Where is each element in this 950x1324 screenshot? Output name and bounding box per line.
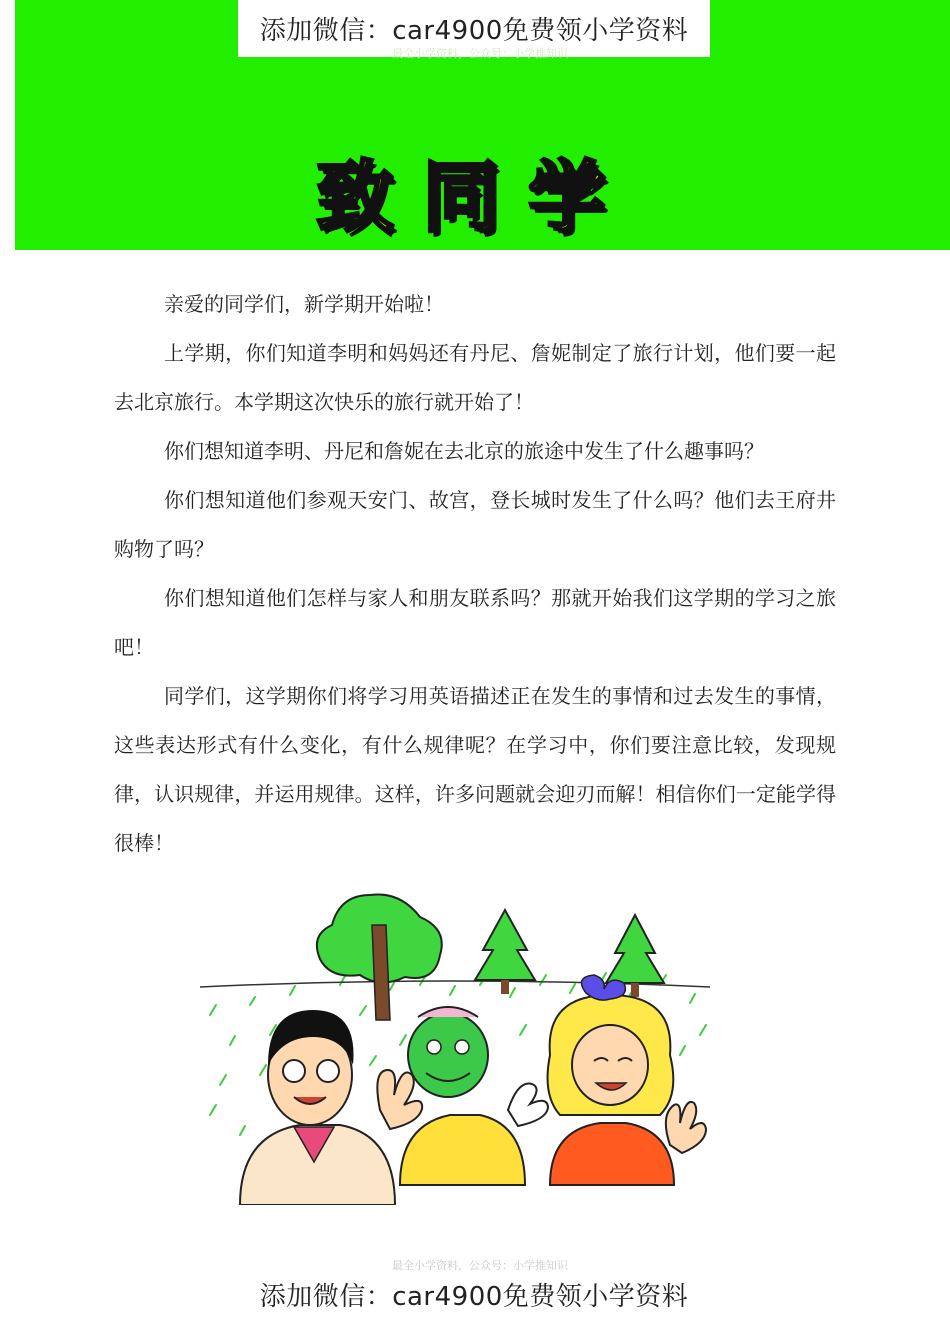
paragraph: 你们想知道李明、丹尼和詹妮在去北京的旅途中发生了什么趣事吗？ [164, 439, 764, 463]
paragraph: 你们想知道他们怎样与家人和朋友联系吗？那就开始我们这学期的学习之旅吧！ [114, 586, 836, 659]
watermark-bottom: 添加微信：car4900免费领小学资料 [259, 1281, 689, 1312]
faint-footer-text: 最全小学资料，公众号：小学推知识 [392, 1259, 568, 1272]
paragraph: 亲爱的同学们，新学期开始啦！ [164, 292, 444, 316]
watermark-top: 添加微信：car4900免费领小学资料 [238, 0, 710, 57]
page-title: 致同学 [315, 153, 634, 243]
faint-header-text: 最全小学资料，公众号：小学推知识 [392, 47, 568, 60]
paragraph: 上学期，你们知道李明和妈妈还有丹尼、詹妮制定了旅行计划，他们要一起去北京旅行。本学期这次快乐的旅行就开始了！ [114, 341, 836, 414]
paragraph: 你们想知道他们参观天安门、故宫，登长城时发生了什么吗？他们去王府井购物了吗？ [114, 488, 836, 561]
letter-body [114, 280, 836, 868]
paragraph: 同学们，这学期你们将学习用英语描述正在发生的事情和过去发生的事情，这些表达形式有什么变化，有什么规律呢？在学习中，你们要注意比较，发现规律，认识规律，并运用规律。这样，许多问题就会迎刃而解！相信你们一定能学得很棒！ [114, 684, 836, 855]
children-in-park-illustration [190, 885, 720, 1205]
